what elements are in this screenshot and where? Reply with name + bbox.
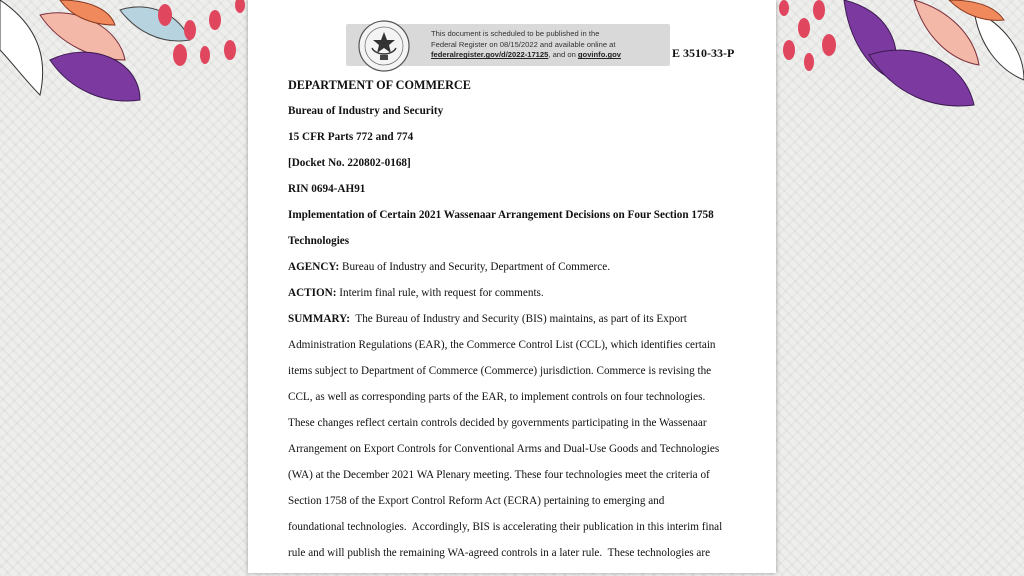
banner-connector: , and on <box>548 50 578 60</box>
banner-line-3 <box>431 50 666 61</box>
agency-line <box>288 254 738 280</box>
summary-text-line: Arrangement on Export Controls for Conventional Arms and Dual-Use Goods and Technologies <box>288 443 720 455</box>
document-title-line-1: Implementation of Certain 2021 Wassenaar Arrangement Decisions on Four Section 1758 <box>288 209 714 221</box>
billing-code: E 3510-33-P <box>672 46 735 60</box>
publication-notice-banner <box>346 24 670 66</box>
rin-number: RIN 0694-AH91 <box>288 183 366 195</box>
federal-register-link[interactable]: federalregister.gov/d/2022-17125 <box>431 50 549 60</box>
bureau-heading: Bureau of Industry and Security <box>288 105 444 117</box>
summary-text-line: items subject to Department of Commerce (Commerce) jurisdiction. Commerce is revising the <box>288 365 712 377</box>
summary-text-line: CCL, as well as corresponding parts of the EAR, to implement controls on four technologies. <box>288 391 706 403</box>
summary-text-line: Administration Regulations (EAR), the Commerce Control List (CCL), which identifies certain <box>288 339 716 351</box>
cfr-parts: 15 CFR Parts 772 and 774 <box>288 131 414 143</box>
document-body <box>288 72 738 566</box>
summary-line <box>288 306 738 332</box>
summary-text-line: The Bureau of Industry and Security (BIS) maintains, as part of its Export <box>349 313 687 325</box>
summary-text-line: (WA) at the December 2021 WA Plenary meeting. These four technologies meet the criteria of <box>288 469 710 481</box>
action-line <box>288 280 738 306</box>
agency-label: AGENCY: <box>288 261 340 273</box>
docket-number: [Docket No. 220802-0168] <box>288 157 411 169</box>
banner-line-2: Federal Register on 08/15/2022 and available online at <box>431 39 616 49</box>
action-label: ACTION: <box>288 287 337 299</box>
federal-register-seal-icon <box>358 20 410 72</box>
floral-decoration-left-icon <box>0 0 250 120</box>
department-heading: DEPARTMENT OF COMMERCE <box>288 78 471 92</box>
agency-text: Bureau of Industry and Security, Department of Commerce. <box>339 261 610 273</box>
banner-line-1: This document is scheduled to be published in the <box>431 29 600 38</box>
summary-text-line: foundational technologies. Accordingly, BIS is accelerating their publication in this interim final <box>288 521 723 533</box>
govinfo-link[interactable]: govinfo.gov <box>577 50 621 60</box>
document-title-line-2: Technologies <box>288 235 350 247</box>
floral-decoration-right-icon <box>774 0 1024 120</box>
document-page <box>248 0 776 573</box>
action-text: Interim final rule, with request for comments. <box>336 287 544 299</box>
summary-text-line: Section 1758 of the Export Control Reform Act (ECRA) pertaining to emerging and <box>288 495 665 507</box>
summary-text-line: These changes reflect certain controls decided by governments participating in the Wassenaar <box>288 417 707 429</box>
summary-label: SUMMARY: <box>288 313 350 325</box>
summary-text-line: rule and will publish the remaining WA-agreed controls in a later rule. These technologies are <box>288 547 711 559</box>
